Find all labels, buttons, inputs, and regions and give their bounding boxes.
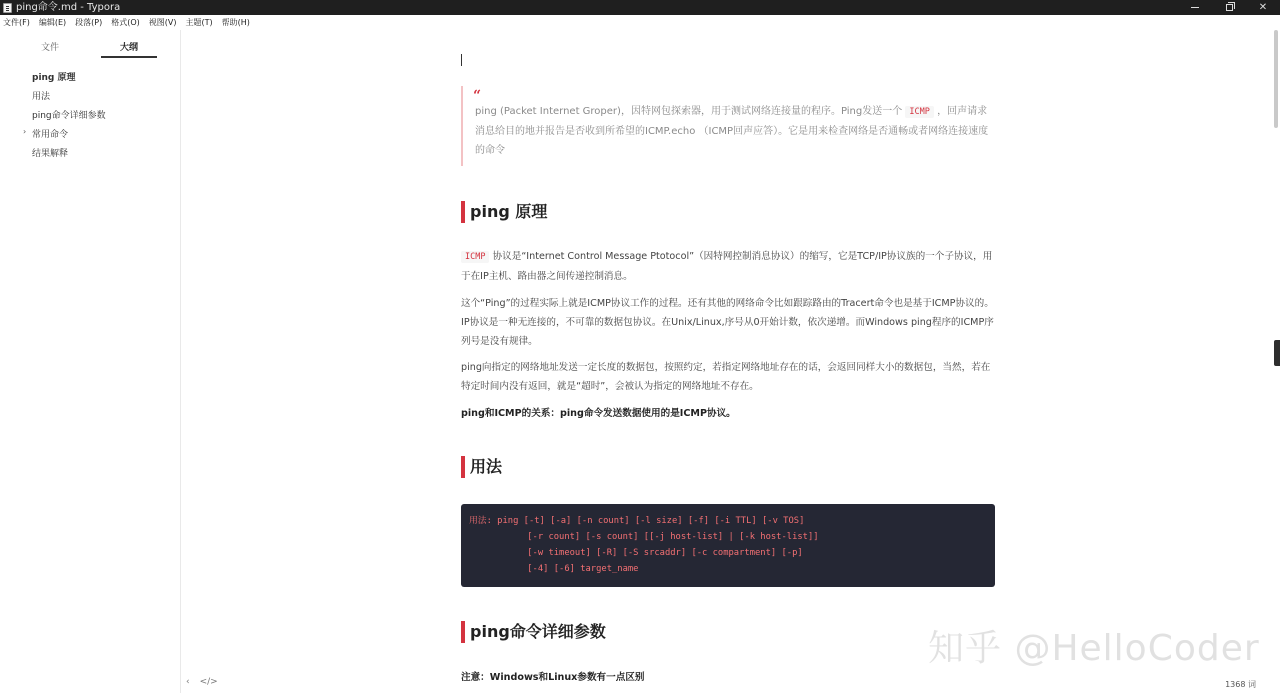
heading-params[interactable]: ping命令详细参数 [461, 621, 606, 643]
minimize-icon [1191, 7, 1199, 8]
word-count[interactable]: 1368 词 [1225, 680, 1256, 689]
code-block-usage[interactable] [461, 504, 995, 587]
code-line: 用法: ping [-t] [-a] [-n count] [-l size] [-f] [-i TTL] [-v TOS] [469, 516, 805, 526]
editor-area[interactable] [182, 30, 1272, 693]
restore-icon [1226, 4, 1233, 11]
paragraph-ping-icmp-relation[interactable]: ping和ICMP的关系：ping命令发送数据使用的是ICMP协议。 [461, 408, 736, 419]
quote-mark-icon: “ [473, 88, 482, 104]
maximize-button[interactable] [1212, 0, 1246, 15]
paragraph-icmp-definition[interactable] [461, 247, 995, 286]
close-button[interactable] [1246, 0, 1280, 15]
title-bar [0, 0, 1280, 15]
code-line: [-w timeout] [-R] [-S srcaddr] [-c compartment] [-p] [469, 548, 803, 558]
code-icon[interactable]: </> [199, 677, 218, 687]
menu-file[interactable]: 文件(F) [3, 18, 30, 27]
menu-format[interactable]: 格式(O) [111, 18, 140, 27]
menu-theme[interactable]: 主题(T) [185, 18, 213, 27]
tab-outline[interactable]: 大纲 [120, 43, 139, 53]
status-bar-left [186, 677, 218, 687]
outline-item-result-explain[interactable]: 结果解释 [32, 149, 69, 159]
paragraph-note[interactable]: 注意：Windows和Linux参数有一点区别 [461, 672, 645, 683]
code-line: [-4] [-6] target_name [469, 564, 639, 574]
outline-item-usage[interactable]: 用法 [32, 92, 51, 102]
watermark: 知乎 @HelloCoder [928, 628, 1260, 669]
active-tab-indicator [101, 56, 157, 58]
window-controls [1178, 0, 1280, 15]
inline-code-icmp: ICMP [905, 106, 933, 118]
menu-help[interactable]: 帮助(H) [221, 18, 250, 27]
chevron-left-icon[interactable]: ‹ [186, 677, 190, 687]
text-cursor [461, 54, 462, 66]
window-title: ping命令.md - Typora [16, 2, 121, 13]
chevron-right-icon[interactable]: › [23, 127, 27, 136]
outline-item-common-commands[interactable]: 常用命令 [32, 130, 69, 140]
menu-edit[interactable]: 编辑(E) [38, 18, 67, 27]
heading-usage[interactable]: 用法 [461, 456, 502, 478]
scrollbar-thumb[interactable] [1274, 30, 1278, 128]
menu-view[interactable]: 视图(V) [148, 18, 177, 27]
outline-item-params[interactable]: ping命令详细参数 [32, 111, 106, 121]
menu-bar [0, 15, 1280, 30]
paragraph-icmp-text: 协议是“Internet Control Message Ptotocol”（因特网控制消息协议）的缩写，它是TCP/IP协议族的一个子协议，用于在IP主机、路由器之间传递控制消息。 [461, 251, 993, 282]
quote-text [475, 102, 993, 160]
paragraph-ping-process[interactable]: 这个“Ping”的过程实际上就是ICMP协议工作的过程。还有其他的网络命令比如跟踪路由的Tracert命令也是基于ICMP协议的。IP协议是一种无连接的，不可靠的数据包协议。在Unix/Linux,序号从0开始计数，依次递增。而Windows ping程序的ICMP序列号是没有规律。 [461, 298, 994, 347]
quote-text-end: ，回声请求消息给目的地并报告是否收到所希望的ICMP.echo （ICMP回声应答）。它是用来检查网络是否通畅或者网络连接速度的命令 [475, 106, 989, 156]
tab-files[interactable]: 文件 [41, 43, 60, 53]
inline-code-icmp-2: ICMP [461, 251, 489, 263]
blockquote[interactable] [461, 86, 995, 166]
sidebar [0, 30, 181, 693]
side-panel-handle[interactable] [1274, 340, 1280, 366]
code-line: [-r count] [-s count] [[-j host-list] | [-k host-list]] [469, 532, 819, 542]
menu-paragraph[interactable]: 段落(P) [75, 18, 103, 27]
paragraph-ping-send[interactable]: ping向指定的网络地址发送一定长度的数据包，按照约定，若指定网络地址存在的话，会返回同样大小的数据包，当然，若在特定时间内没有返回，就是“超时”，会被认为指定的网络地址不存在。 [461, 362, 991, 392]
heading-ping-principle[interactable]: ping 原理 [461, 201, 547, 223]
document-icon [3, 3, 12, 13]
quote-text-start: ping (Packet Internet Groper)，因特网包探索器，用于测试网络连接量的程序。Ping发送一个 [475, 106, 906, 117]
close-icon: ✕ [1258, 2, 1268, 13]
minimize-button[interactable] [1178, 0, 1212, 15]
outline-item-ping-principle[interactable]: ping 原理 [32, 73, 76, 83]
sidebar-tabs [0, 30, 180, 60]
